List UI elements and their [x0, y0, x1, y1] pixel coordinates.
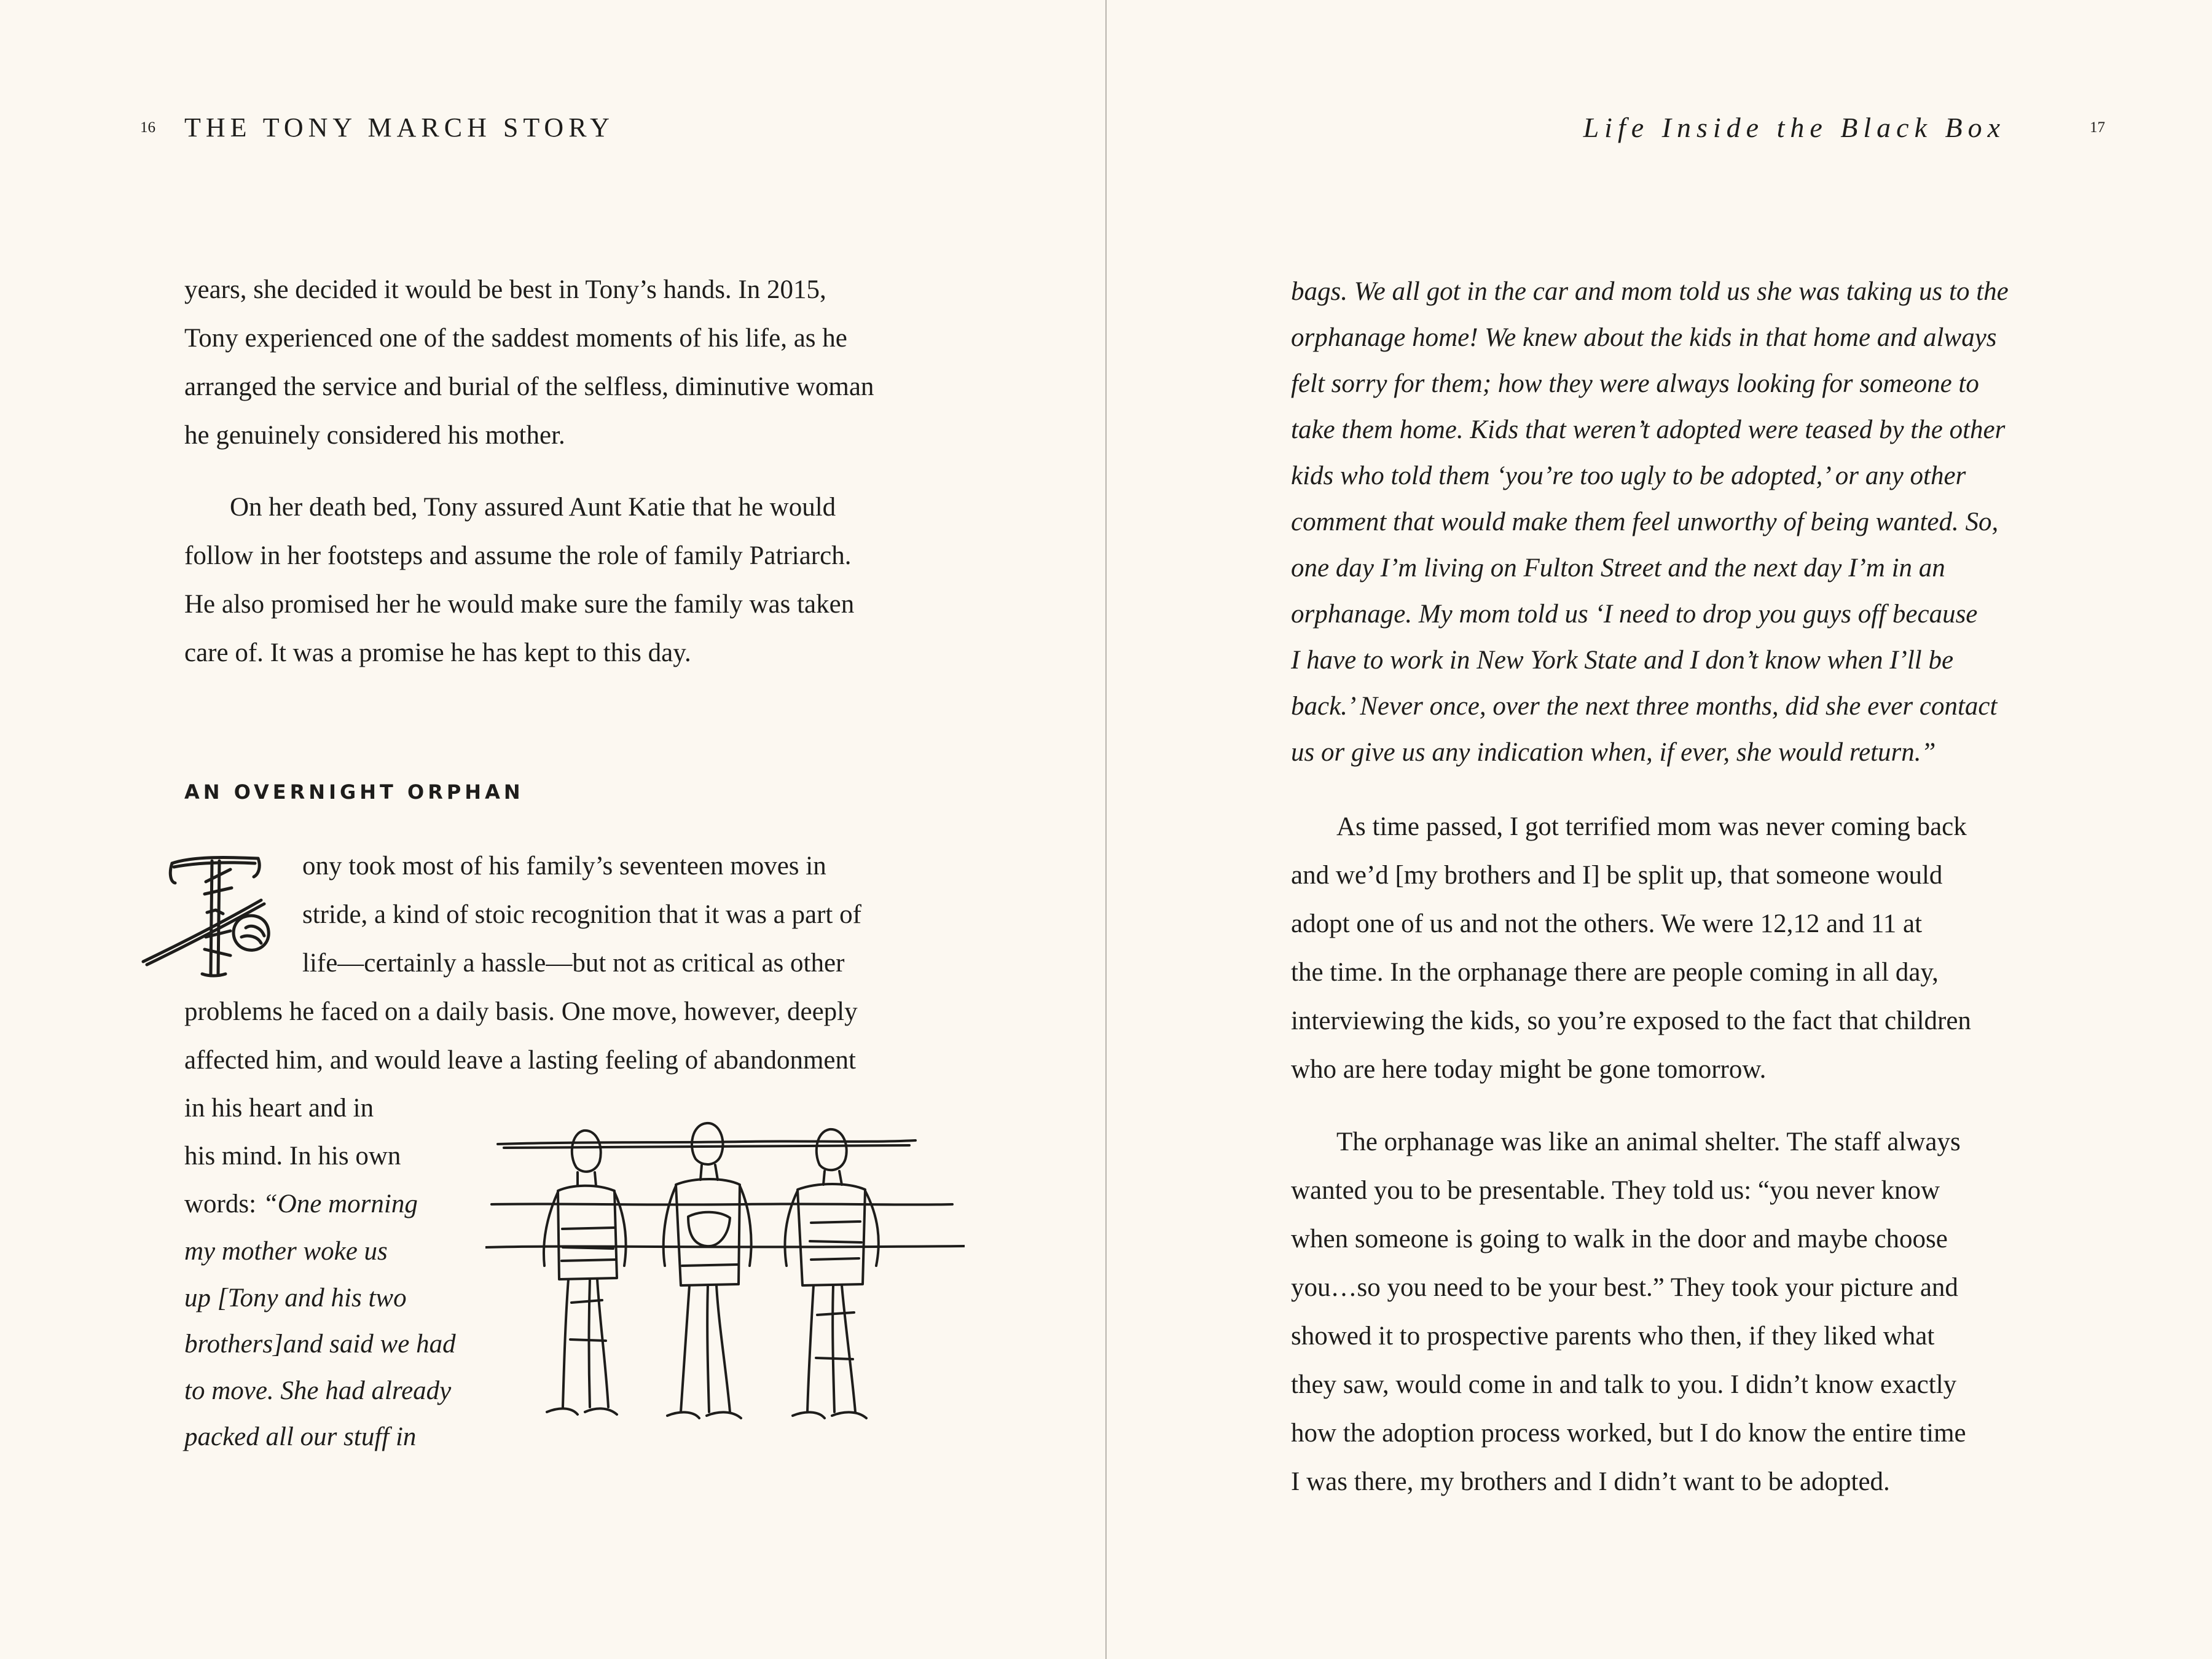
page-number-left: 16 [140, 119, 155, 136]
text-line: bags. We all got in the car and mom told us she was taking us to the [1291, 277, 2009, 306]
sketched-letter-t-with-bindle-icon [138, 845, 304, 992]
text-line: comment that would make them feel unworthy of being wanted. So, [1291, 508, 1999, 536]
text-line: to move. She had already [184, 1376, 452, 1405]
text-line: problems he faced on a daily basis. One move, however, deeply [184, 997, 858, 1026]
text-line: Tony experienced one of the saddest moments of his life, as he [184, 324, 847, 353]
text-line: and we’d [my brothers and I] be split up, that someone would [1291, 861, 1943, 890]
text-line: life—certainly a hassle—but not as critical as other [302, 949, 845, 978]
quote-narrow [184, 1228, 456, 1461]
text-line: As time passed, I got terrified mom was never coming back [1336, 812, 1967, 841]
text-line: interviewing the kids, so you’re exposed to the fact that children [1291, 1006, 1971, 1035]
section-heading: AN OVERNIGHT ORPHAN [184, 780, 524, 804]
text-line: his mind. In his own [184, 1142, 401, 1171]
text-line: affected him, and would leave a lasting feeling of abandonment [184, 1046, 856, 1075]
text-line [184, 1180, 418, 1228]
text-line: kids who told them ‘you’re too ugly to be adopted,’ or any other [1291, 461, 1966, 490]
text-line: adopt one of us and not the others. We were 12,12 and 11 at [1291, 909, 1923, 938]
text-line: how the adoption process worked, but I do know the entire time [1291, 1419, 1966, 1448]
quote-fragment: “One morning [262, 1190, 418, 1218]
three-boys-standing-sketch [485, 1118, 965, 1450]
text-line: felt sorry for them; how they were always looking for someone to [1291, 369, 1979, 398]
text-line: packed all our stuff in [184, 1422, 417, 1451]
text-line: back.’ Never once, over the next three months, did she ever contact [1291, 692, 1998, 721]
text-line: I have to work in New York State and I don’t know when I’ll be [1291, 646, 1954, 675]
text-line: who are here today might be gone tomorrow. [1291, 1055, 1767, 1084]
paragraph-3-narrow [184, 1084, 418, 1228]
running-title-left: THE TONY MARCH STORY [184, 112, 614, 143]
text-line: my mother woke us [184, 1237, 388, 1266]
text-line: On her death bed, Tony assured Aunt Katie that he would [230, 493, 836, 522]
text-line: orphanage. My mom told us ‘I need to drop you guys off because [1291, 600, 1978, 629]
text-line: I was there, my brothers and I didn’t want to be adopted. [1291, 1467, 1890, 1496]
paragraph-3-full [184, 987, 858, 1084]
text-line: one day I’m living on Fulton Street and the next day I’m in an [1291, 554, 1945, 582]
text-line: ony took most of his family’s seventeen moves in [302, 852, 826, 880]
left-page [0, 0, 1105, 1659]
text-line: take them home. Kids that weren’t adopted were teased by the other [1291, 415, 2006, 444]
text-line: arranged the service and burial of the selfless, diminutive woman [184, 372, 874, 401]
text-line: us or give us any indication when, if ever, she would return.” [1291, 738, 1936, 767]
drop-cap-letter: T [181, 932, 186, 939]
page-number-right: 17 [2090, 119, 2105, 136]
text-line: wanted you to be presentable. They told us: “you never know [1291, 1176, 1940, 1205]
text-fragment: words: [184, 1190, 263, 1218]
text-line: He also promised her he would make sure the family was taken [184, 590, 855, 619]
text-line: in his heart and in [184, 1094, 374, 1123]
quote-continued [1291, 269, 2009, 775]
paragraph-2-left [184, 483, 854, 677]
text-line: you…so you need to be your best.” They took your picture and [1291, 1273, 1958, 1302]
text-line: follow in her footsteps and assume the role of family Patriarch. [184, 541, 852, 570]
text-line: orphanage home! We knew about the kids in that home and always [1291, 323, 1997, 352]
text-line: the time. In the orphanage there are people coming in all day, [1291, 958, 1939, 987]
paragraph-1-left [184, 265, 874, 460]
running-title-right: Life Inside the Black Box [1583, 112, 2006, 143]
paragraph-3-beside-cap [302, 842, 861, 987]
paragraph-2-right [1291, 802, 1971, 1094]
paragraph-3-right [1291, 1118, 1966, 1506]
text-line: up [Tony and his two [184, 1283, 407, 1312]
text-line: care of. It was a promise he has kept to this day. [184, 638, 691, 667]
text-line: showed it to prospective parents who then, if they liked what [1291, 1322, 1935, 1351]
text-line: years, she decided it would be best in Tony’s hands. In 2015, [184, 275, 826, 304]
text-line: brothers]and said we had [184, 1330, 456, 1359]
text-line: they saw, would come in and talk to you. I didn’t know exactly [1291, 1370, 1957, 1399]
text-line: he genuinely considered his mother. [184, 421, 565, 450]
text-line: The orphanage was like an animal shelter. The staff always [1336, 1128, 1961, 1156]
text-line: stride, a kind of stoic recognition that it was a part of [302, 900, 861, 929]
text-line: when someone is going to walk in the door and maybe choose [1291, 1225, 1948, 1253]
right-page [1107, 0, 2212, 1659]
